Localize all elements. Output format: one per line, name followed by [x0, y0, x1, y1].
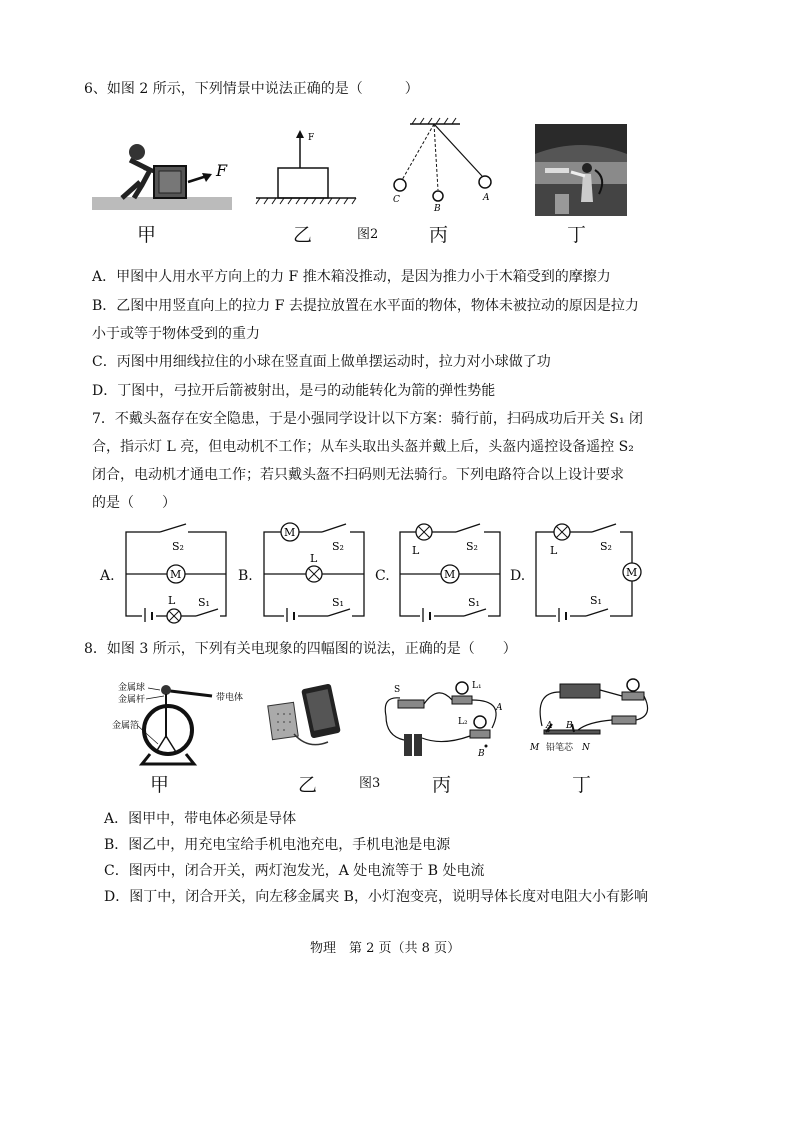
circuit-a-lamp-label: L [168, 594, 176, 607]
fig2-bing-pendulum [388, 118, 498, 213]
fig2-label-bing: 丙 [429, 224, 449, 246]
ball-C-label: C [393, 195, 400, 205]
fig2-label-jia: 甲 [137, 224, 157, 246]
electroscope-foil-label: 金属箔 [112, 721, 140, 731]
circuit-c-motor-label: M [444, 568, 456, 581]
fig3-caption: 图3 [359, 776, 381, 791]
electroscope-charged-label: 带电体 [216, 693, 244, 703]
q6-option-c: C．丙图中用细线拉住的小球在竖直面上做单摆运动时，拉力对小球做了功 [92, 354, 551, 370]
ball-B-label: B [434, 204, 441, 214]
pencil-b-label: B [566, 721, 573, 731]
fig3-label-ding: 丁 [572, 774, 592, 796]
fig2-caption: 图2 [357, 227, 379, 242]
circuit-a-s1-label: S₁ [198, 596, 210, 609]
circuit-c [398, 522, 504, 620]
q8-option-d: D．图丁中，闭合开关，向左移金属夹 B，小灯泡变亮，说明导体长度对电阻大小有影响 [104, 889, 648, 905]
circuit-b-lamp-label: L [310, 552, 318, 565]
fig2-label-ding: 丁 [567, 224, 587, 246]
circuit-b-motor-label: M [284, 526, 296, 539]
fig2-label-yi: 乙 [293, 224, 313, 246]
q7-stem-line4: 的是（ ） [92, 495, 176, 511]
fig2-ding-archer-photo [535, 124, 627, 216]
circuit-a-s2-label: S₂ [172, 540, 184, 553]
circuit-c-s2-label: S₂ [466, 540, 478, 553]
q6-option-d: D．丁图中，弓拉开后箭被射出，是弓的动能转化为箭的弹性势能 [92, 383, 496, 399]
fig3-jia-electroscope [112, 682, 262, 770]
circuit-d-lamp-label: L [550, 544, 558, 557]
q7-stem-line1: 7．不戴头盔存在安全隐患，于是小强同学设计以下方案：骑行前，扫码成功后开关 S₁ 闭 [92, 411, 644, 427]
electroscope-ball-label: 金属球 [118, 683, 146, 693]
pencil-a-label: A [546, 721, 553, 731]
page-footer: 物理 第 2 页（共 8 页） [310, 941, 461, 956]
circuit3-a-label: A [496, 703, 503, 713]
q6-stem: 6、如图 2 所示，下列情景中说法正确的是（ ） [84, 81, 419, 97]
circuit-d-s2-label: S₂ [600, 540, 612, 553]
fig2-yi-box-upward-force [256, 128, 356, 210]
circuit-a-motor-label: M [170, 568, 182, 581]
circuit3-l1-label: L₁ [472, 681, 482, 691]
force-F-small-label: F [308, 133, 315, 143]
q6-option-b-cont: 小于或等于物体受到的重力 [92, 326, 260, 342]
q8-option-b: B．图乙中，用充电宝给手机电池充电，手机电池是电源 [104, 837, 451, 853]
fig2-jia-person-pushing-box [92, 140, 232, 215]
circuit-d-motor-label: M [626, 566, 638, 579]
fig3-bing-series-circuit [382, 676, 512, 758]
fig3-label-yi: 乙 [298, 774, 318, 796]
fig3-ding-pencil-lead-circuit [528, 676, 658, 758]
q6-option-a: A．甲图中人用水平方向上的力 F 推木箱没推动，是因为推力小于木箱受到的摩擦力 [92, 269, 611, 285]
q8-option-a: A．图甲中，带电体必须是导体 [104, 811, 297, 827]
q8-stem: 8．如图 3 所示，下列有关电现象的四幅图的说法，正确的是（ ） [84, 641, 517, 657]
circuit-a [124, 522, 230, 620]
circuit-b [262, 522, 368, 620]
electroscope-rod-label: 金属杆 [118, 695, 146, 705]
fig3-label-bing: 丙 [432, 774, 452, 796]
circuit-a-label: A. [100, 568, 115, 584]
circuit-b-s1-label: S₁ [332, 596, 344, 609]
circuit-d-label: D. [510, 568, 526, 584]
circuit3-b-label: B [478, 749, 485, 759]
force-F-label: F [216, 161, 228, 180]
pencil-core-label: 铅笔芯 [546, 743, 574, 753]
pencil-m-label: M [530, 743, 540, 753]
fig3-label-jia: 甲 [150, 774, 170, 796]
ball-A-label: A [483, 193, 490, 203]
pencil-n-label: N [582, 743, 590, 753]
circuit3-l2-label: L₂ [458, 717, 468, 727]
circuit-c-lamp-label: L [412, 544, 420, 557]
fig3-yi-powerbank-phone [268, 684, 348, 754]
q6-option-b: B．乙图中用竖直向上的拉力 F 去提拉放置在水平面的物体，物体未被拉动的原因是拉力 [92, 298, 639, 314]
circuit-d [534, 522, 640, 620]
circuit-c-s1-label: S₁ [468, 596, 480, 609]
q7-stem-line3: 闭合，电动机才通电工作；若只戴头盔不扫码则无法骑行。下列电路符合以上设计要求 [92, 467, 624, 483]
circuit-d-s1-label: S₁ [590, 594, 602, 607]
q7-stem-line2: 合，指示灯 L 亮，但电动机不工作；从车头取出头盔并戴上后，头盔内遥控设备遥控 S₂ [92, 439, 634, 455]
circuit-b-label: B. [238, 568, 253, 584]
q8-option-c: C．图丙中，闭合开关，两灯泡发光，A 处电流等于 B 处电流 [104, 863, 485, 879]
circuit-c-label: C. [375, 568, 390, 584]
circuit-b-s2-label: S₂ [332, 540, 344, 553]
circuit3-s-label: S [394, 685, 401, 695]
